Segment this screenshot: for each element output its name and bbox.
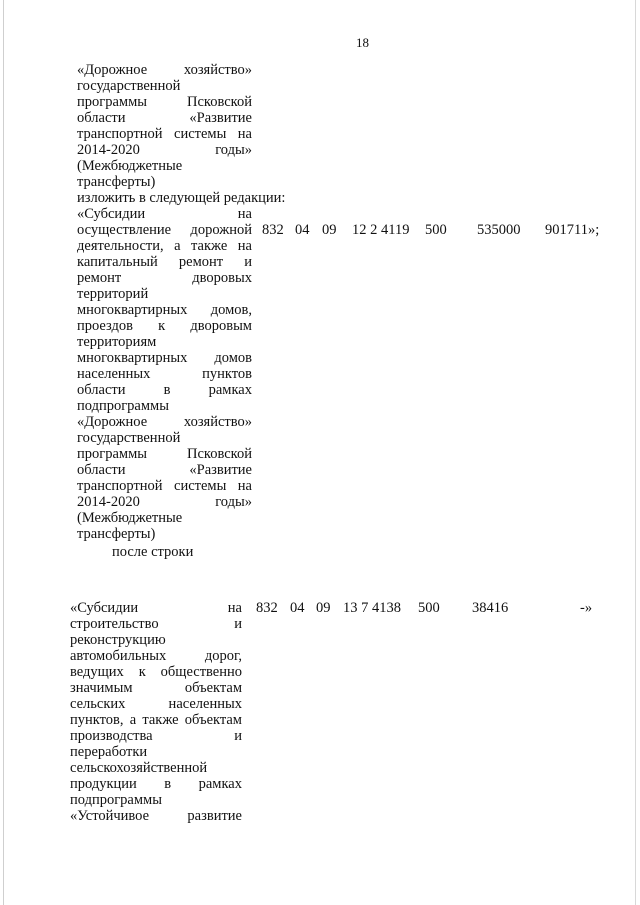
row2-line: автомобильных дорог, — [70, 648, 242, 664]
row1-line: транспортной системы на — [77, 478, 252, 494]
row1-line: «Дорожное хозяйство» — [77, 414, 252, 430]
row1-line: ремонт дворовых — [77, 270, 252, 286]
row1-line: территориям — [77, 334, 157, 350]
row1-line: подпрограммы — [77, 398, 169, 414]
row2-line: переработки — [70, 744, 148, 760]
block1-line: «Дорожное хозяйство» — [77, 62, 252, 78]
page-number: 18 — [356, 35, 369, 50]
row2-line: подпрограммы — [70, 792, 162, 808]
block1-line: трансферты) — [77, 174, 156, 190]
row2-line: значимым объектам — [70, 680, 242, 696]
block1-line: транспортной системы на — [77, 126, 252, 142]
after-line-text: после строки — [112, 544, 194, 560]
row2-amount-1: 38416 — [472, 600, 509, 616]
row1-line: трансферты) — [77, 526, 156, 542]
row1-line: осуществление дорожной — [77, 222, 252, 238]
row2-ministry-code: 832 — [256, 600, 278, 616]
block1-line: области «Развитие — [77, 110, 252, 126]
row1-line: населенных пунктов — [77, 366, 252, 382]
row1-line: программы Псковской — [77, 446, 252, 462]
block1-line: программы Псковской — [77, 94, 252, 110]
row2-line: продукции в рамках — [70, 776, 242, 792]
row2-line: строительство и — [70, 616, 242, 632]
page-edge-left — [3, 0, 4, 905]
row1-line: капитальный ремонт и — [77, 254, 252, 270]
row1-line: проездов к дворовым — [77, 318, 252, 334]
row2-subsection-code: 09 — [316, 600, 331, 616]
row1-ministry-code: 832 — [262, 222, 284, 238]
page-edge-right — [635, 0, 636, 905]
instruction-text: изложить в следующей редакции: — [77, 190, 286, 206]
row1-section-code: 04 — [295, 222, 310, 238]
block1-line: государственной — [77, 78, 181, 94]
block1-line: 2014-2020 годы» — [77, 142, 252, 158]
row2-line: производства и — [70, 728, 242, 744]
row2-line: ведущих к общественно — [70, 664, 242, 680]
row2-line: «Субсидии на — [70, 600, 242, 616]
row1-line: государственной — [77, 430, 181, 446]
row1-line: «Субсидии на — [77, 206, 252, 222]
row1-amount-1: 535000 — [477, 222, 521, 238]
row2-line: «Устойчивое развитие — [70, 808, 242, 824]
block1-line: (Межбюджетные — [77, 158, 183, 174]
row1-amount-2: 901711»; — [545, 222, 600, 238]
row1-line: многоквартирных домов, — [77, 302, 252, 318]
row1-subsection-code: 09 — [322, 222, 337, 238]
row1-line: (Межбюджетные — [77, 510, 183, 526]
row2-amount-2: -» — [580, 600, 593, 616]
row2-target-code: 13 7 4138 — [343, 600, 401, 616]
row1-expense-type: 500 — [425, 222, 447, 238]
row1-target-code: 12 2 4119 — [352, 222, 410, 238]
row2-line: реконструкцию — [70, 632, 166, 648]
row1-line: деятельности, а также на — [77, 238, 252, 254]
row1-line: области в рамках — [77, 382, 252, 398]
row2-line: сельских населенных — [70, 696, 242, 712]
row1-line: области «Развитие — [77, 462, 252, 478]
row1-line: территорий — [77, 286, 149, 302]
row2-section-code: 04 — [290, 600, 305, 616]
row2-expense-type: 500 — [418, 600, 440, 616]
row2-line: сельскохозяйственной — [70, 760, 208, 776]
row2-line: пунктов, а также объектам — [70, 712, 242, 728]
row1-line: 2014-2020 годы» — [77, 494, 252, 510]
row1-line: многоквартирных домов — [77, 350, 252, 366]
